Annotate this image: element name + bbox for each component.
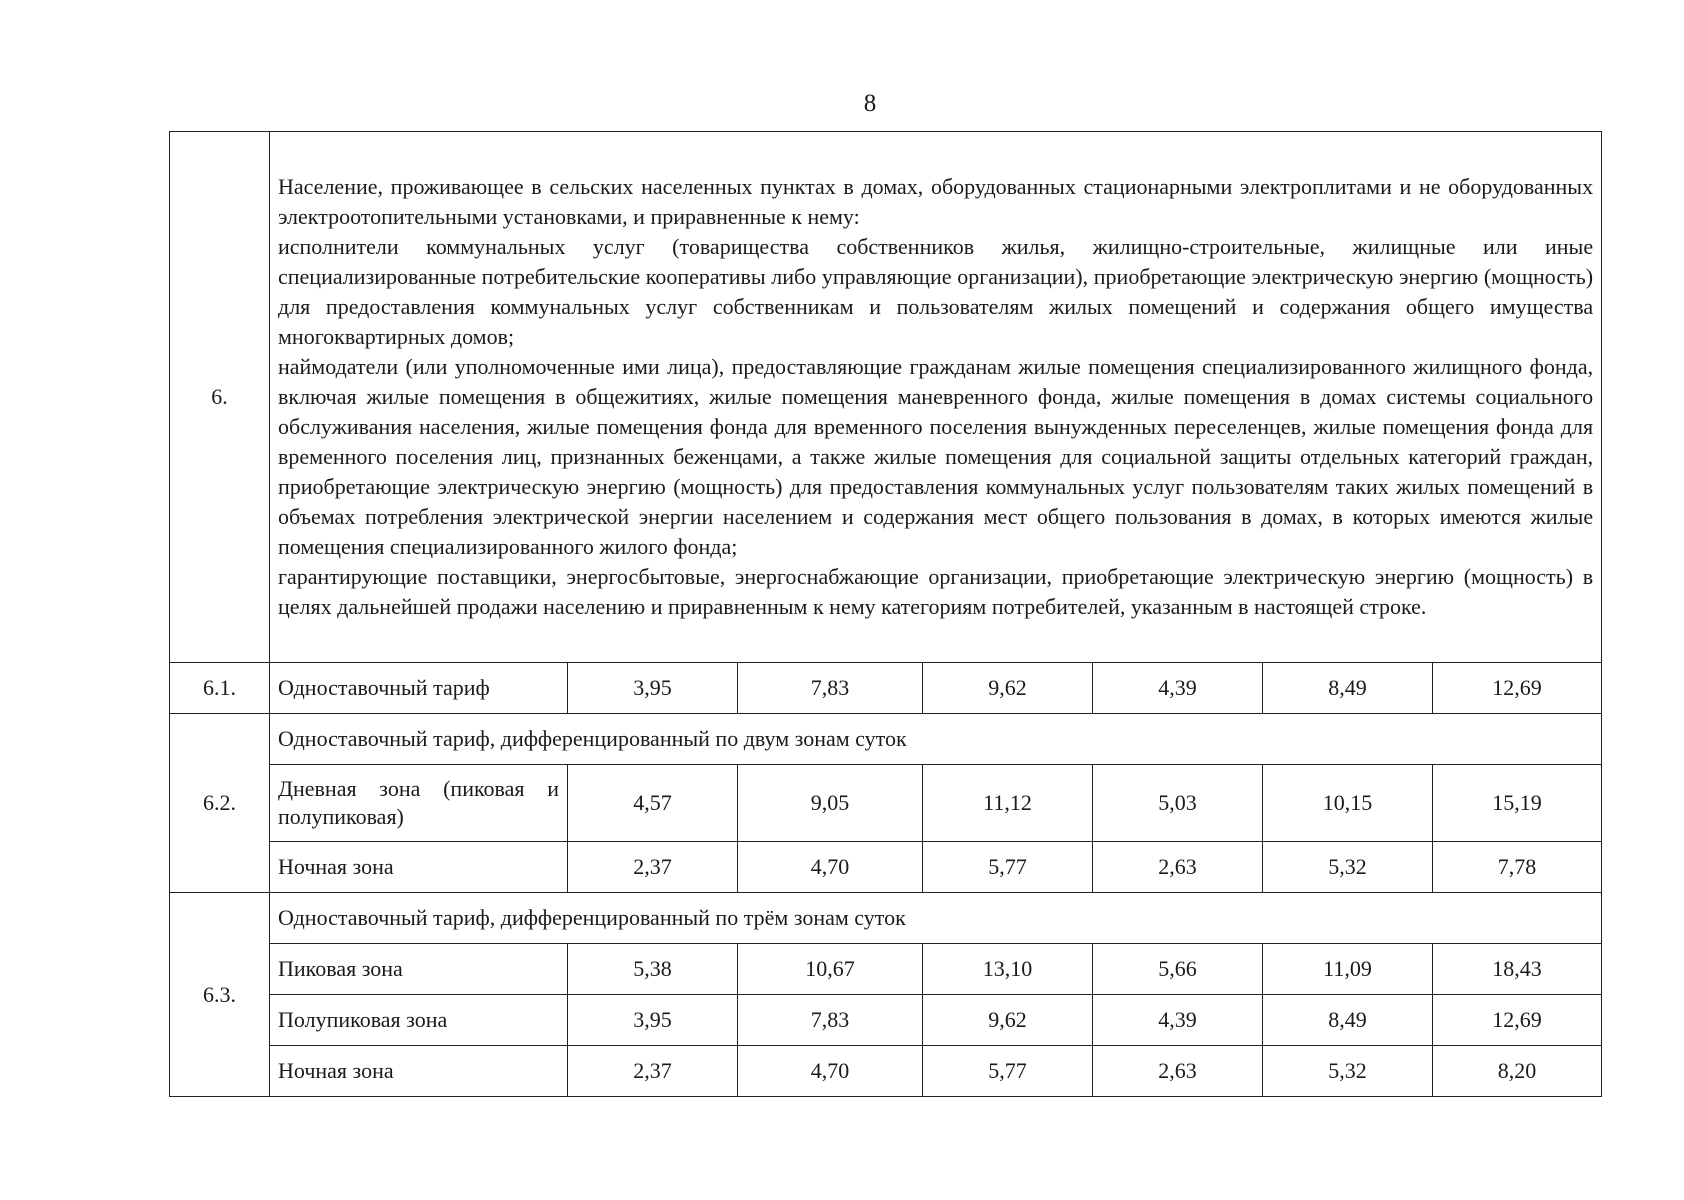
tariff-value: 5,66 bbox=[1093, 944, 1263, 995]
tariff-label: Дневная зона (пиковая и полупиковая) bbox=[270, 765, 568, 842]
row-number: 6.3. bbox=[170, 893, 270, 1097]
table-row bbox=[170, 663, 1602, 714]
table-row bbox=[170, 1046, 1602, 1097]
tariff-group-header: Одноставочный тариф, дифференцированный по трём зонам суток bbox=[270, 893, 1602, 944]
tariff-label: Пиковая зона bbox=[270, 944, 568, 995]
tariff-value: 7,78 bbox=[1433, 842, 1602, 893]
tariff-value: 4,57 bbox=[568, 765, 738, 842]
tariff-value: 5,03 bbox=[1093, 765, 1263, 842]
tariff-table bbox=[169, 131, 1602, 1097]
description-paragraph: наймодатели (или уполномоченные ими лица), предоставляющие гражданам жилые помещения специализированного жилищного фонда, включая жилые помещения в общежитиях, жилые помещения маневренного фонда, жилые помещения в домах системы социального обслуживания населения, жилые помещения фонда для временного поселения вынужденных переселенцев, жилые помещения фонда для временного поселения лиц, признанных беженцами, а также жилые помещения для социальной защиты отдельных категорий граждан, приобретающие электрическую энергию (мощность) для предоставления коммунальных услуг пользователям таких жилых помещений в объемах потребления электрической энергии населением и содержания мест общего пользования в домах, в которых имеются жилые помещения специализированного жилого фонда; bbox=[278, 354, 1594, 559]
tariff-value: 5,32 bbox=[1263, 842, 1433, 893]
tariff-value: 3,95 bbox=[568, 995, 738, 1046]
tariff-value: 4,39 bbox=[1093, 663, 1263, 714]
description-paragraph: Население, проживающее в сельских населенных пунктах в домах, оборудованных стационарными электроплитами и не оборудованных электроотопительными установками, и приравненные к нему: bbox=[278, 174, 1594, 229]
section-6-row bbox=[170, 132, 1602, 663]
table-row bbox=[170, 765, 1602, 842]
tariff-value: 2,63 bbox=[1093, 842, 1263, 893]
tariff-value: 7,83 bbox=[738, 995, 923, 1046]
tariff-value: 12,69 bbox=[1433, 995, 1602, 1046]
tariff-value: 2,37 bbox=[568, 1046, 738, 1097]
tariff-label: Ночная зона bbox=[270, 842, 568, 893]
table-row bbox=[170, 714, 1602, 765]
tariff-value: 11,09 bbox=[1263, 944, 1433, 995]
tariff-value: 15,19 bbox=[1433, 765, 1602, 842]
tariff-value: 11,12 bbox=[923, 765, 1093, 842]
tariff-value: 18,43 bbox=[1433, 944, 1602, 995]
tariff-value: 12,69 bbox=[1433, 663, 1602, 714]
table-row bbox=[170, 944, 1602, 995]
tariff-value: 8,20 bbox=[1433, 1046, 1602, 1097]
tariff-value: 2,63 bbox=[1093, 1046, 1263, 1097]
tariff-value: 5,77 bbox=[923, 1046, 1093, 1097]
tariff-group-header: Одноставочный тариф, дифференцированный по двум зонам суток bbox=[270, 714, 1602, 765]
tariff-value: 9,62 bbox=[923, 995, 1093, 1046]
tariff-value: 13,10 bbox=[923, 944, 1093, 995]
tariff-value: 5,38 bbox=[568, 944, 738, 995]
tariff-value: 8,49 bbox=[1263, 995, 1433, 1046]
tariff-value: 5,32 bbox=[1263, 1046, 1433, 1097]
tariff-value: 2,37 bbox=[568, 842, 738, 893]
tariff-label: Полупиковая зона bbox=[270, 995, 568, 1046]
tariff-label: Одноставочный тариф bbox=[270, 663, 568, 714]
tariff-value: 3,95 bbox=[568, 663, 738, 714]
tariff-label: Ночная зона bbox=[270, 1046, 568, 1097]
tariff-value: 5,77 bbox=[923, 842, 1093, 893]
tariff-value: 9,05 bbox=[738, 765, 923, 842]
row-number: 6.2. bbox=[170, 714, 270, 893]
tariff-value: 7,83 bbox=[738, 663, 923, 714]
tariff-value: 8,49 bbox=[1263, 663, 1433, 714]
page-number: 8 bbox=[863, 90, 877, 117]
table-row bbox=[170, 893, 1602, 944]
row-number: 6.1. bbox=[170, 663, 270, 714]
tariff-value: 10,67 bbox=[738, 944, 923, 995]
table-row bbox=[170, 842, 1602, 893]
tariff-value: 4,70 bbox=[738, 842, 923, 893]
tariff-value: 4,70 bbox=[738, 1046, 923, 1097]
section-description bbox=[270, 132, 1602, 663]
tariff-value: 10,15 bbox=[1263, 765, 1433, 842]
row-number: 6. bbox=[170, 132, 270, 663]
description-paragraph: исполнители коммунальных услуг (товарищества собственников жилья, жилищно-строительные, жилищные или иные специализированные потребительские кооперативы либо управляющие организации), приобретающие электрическую энергию (мощность) для предоставления коммунальных услуг собственникам и пользователям жилых помещений и содержания общего имущества многоквартирных домов; bbox=[278, 234, 1594, 349]
table-row bbox=[170, 995, 1602, 1046]
tariff-value: 9,62 bbox=[923, 663, 1093, 714]
tariff-value: 4,39 bbox=[1093, 995, 1263, 1046]
description-paragraph: гарантирующие поставщики, энергосбытовые, энергоснабжающие организации, приобретающие электрическую энергию (мощность) в целях дальнейшей продажи населению и приравненным к нему категориям потребителей, указанным в настоящей строке. bbox=[278, 564, 1594, 619]
